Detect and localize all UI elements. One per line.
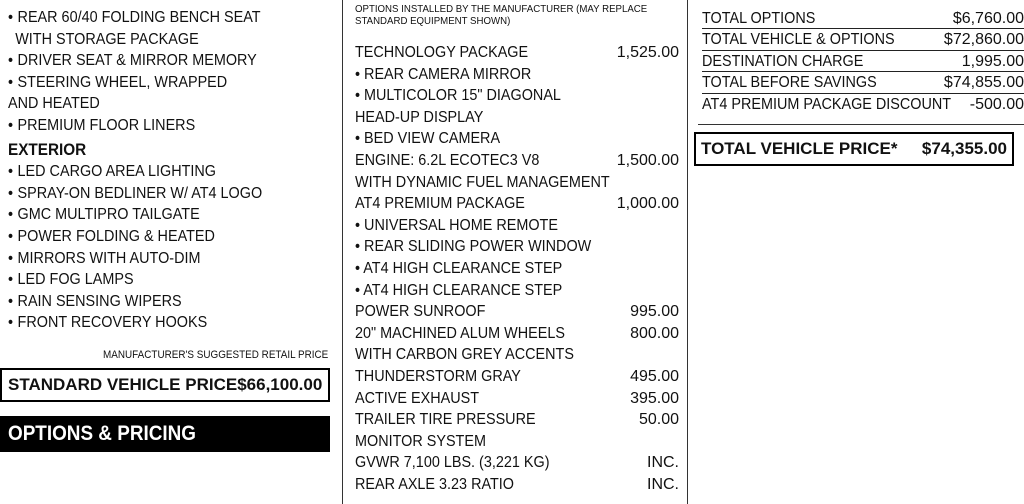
option-label: AT4 PREMIUM PACKAGE xyxy=(355,195,525,213)
options-column xyxy=(342,0,688,504)
totals-amount: $72,860.00 xyxy=(943,31,1024,49)
option-row xyxy=(355,344,679,366)
option-row xyxy=(355,107,679,129)
totals-row xyxy=(702,94,1024,115)
totals-label: TOTAL BEFORE SAVINGS xyxy=(702,74,877,92)
option-amount: 1,525.00 xyxy=(616,44,679,61)
option-label: MONITOR SYSTEM xyxy=(355,432,486,450)
list-item: • DRIVER SEAT & MIRROR MEMORY xyxy=(8,50,262,72)
option-row xyxy=(355,474,679,496)
option-row xyxy=(355,236,679,258)
totals-amount: $6,760.00 xyxy=(952,10,1024,27)
list-item: WITH STORAGE PACKAGE xyxy=(15,30,199,48)
totals-label: TOTAL VEHICLE & OPTIONS xyxy=(702,31,895,49)
option-label: REAR AXLE 3.23 RATIO xyxy=(355,475,515,493)
option-row xyxy=(355,301,679,323)
options-list xyxy=(355,42,679,495)
divider xyxy=(698,124,1024,125)
option-row xyxy=(355,258,679,280)
totals-amount: $74,855.00 xyxy=(943,74,1024,92)
list-item: • MIRRORS WITH AUTO-DIM xyxy=(8,248,262,270)
option-row xyxy=(355,193,679,215)
standard-price-box xyxy=(0,368,330,402)
option-label: THUNDERSTORM GRAY xyxy=(355,367,521,385)
option-row xyxy=(355,280,679,302)
option-row xyxy=(355,409,679,431)
options-header-line: OPTIONS INSTALLED BY THE MANUFACTURER (MAY REPLACE xyxy=(355,3,648,15)
option-label: ENGINE: 6.2L ECOTEC3 V8 xyxy=(355,151,540,169)
option-amount: 395.00 xyxy=(630,389,679,407)
option-amount: 495.00 xyxy=(630,367,679,385)
option-row xyxy=(355,64,679,86)
standard-price-value: $66,100.00 xyxy=(237,375,323,394)
option-row xyxy=(355,42,679,64)
option-label: POWER SUNROOF xyxy=(355,303,486,321)
options-heading: OPTIONS & PRICING xyxy=(8,422,196,445)
list-item: • GMC MULTIPRO TAILGATE xyxy=(8,204,262,226)
options-header-line: STANDARD EQUIPMENT SHOWN) xyxy=(355,15,511,27)
option-row xyxy=(355,452,679,474)
option-label: TECHNOLOGY PACKAGE xyxy=(355,44,529,61)
option-amount: 1,500.00 xyxy=(616,151,679,169)
list-item: • PREMIUM FLOOR LINERS xyxy=(8,115,262,137)
totals-label: AT4 PREMIUM PACKAGE DISCOUNT xyxy=(702,95,952,113)
total-price-label: TOTAL VEHICLE PRICE* xyxy=(701,139,898,158)
list-item: • POWER FOLDING & HEATED xyxy=(8,226,262,248)
list-item: • STEERING WHEEL, WRAPPED xyxy=(8,72,262,94)
list-item: • REAR 60/40 FOLDING BENCH SEAT xyxy=(8,7,262,29)
totals-row xyxy=(702,72,1024,93)
option-label: WITH DYNAMIC FUEL MANAGEMENT xyxy=(355,173,610,191)
option-amount: 800.00 xyxy=(630,324,679,342)
totals-row xyxy=(702,51,1024,72)
option-row xyxy=(355,388,679,410)
option-amount: INC. xyxy=(647,454,679,472)
option-label: ACTIVE EXHAUST xyxy=(355,389,480,407)
list-item: • FRONT RECOVERY HOOKS xyxy=(8,312,262,334)
option-amount: 50.00 xyxy=(638,411,679,429)
total-price-value: $74,355.00 xyxy=(921,139,1007,158)
options-heading-bar xyxy=(0,416,330,452)
totals-row xyxy=(702,8,1024,29)
option-row xyxy=(355,128,679,150)
options-header xyxy=(355,3,647,27)
option-label: • MULTICOLOR 15" DIAGONAL xyxy=(355,87,561,105)
total-price-box xyxy=(694,132,1014,166)
option-amount: 995.00 xyxy=(630,303,679,321)
option-label: 20" MACHINED ALUM WHEELS xyxy=(355,324,565,342)
option-label: TRAILER TIRE PRESSURE xyxy=(355,411,536,429)
option-row xyxy=(355,215,679,237)
option-label: • UNIVERSAL HOME REMOTE xyxy=(355,216,558,234)
standard-price-label: STANDARD VEHICLE PRICE xyxy=(8,375,238,394)
option-label: • AT4 HIGH CLEARANCE STEP xyxy=(355,259,563,277)
list-item: • LED FOG LAMPS xyxy=(8,269,262,291)
option-row xyxy=(355,85,679,107)
totals-amount: -500.00 xyxy=(969,95,1024,113)
option-amount: 1,000.00 xyxy=(616,195,679,213)
option-label: WITH CARBON GREY ACCENTS xyxy=(355,346,574,364)
list-item: • LED CARGO AREA LIGHTING xyxy=(8,161,262,183)
standard-equipment-list xyxy=(8,7,290,334)
msrp-note: MANUFACTURER'S SUGGESTED RETAIL PRICE xyxy=(102,349,328,361)
option-amount: INC. xyxy=(647,475,679,493)
option-row xyxy=(355,366,679,388)
totals-amount: 1,995.00 xyxy=(961,52,1024,70)
list-item: AND HEATED xyxy=(8,95,100,113)
totals-table xyxy=(702,8,1024,115)
exterior-heading: EXTERIOR xyxy=(8,139,87,159)
option-label: • REAR CAMERA MIRROR xyxy=(355,65,532,83)
option-row xyxy=(355,150,679,172)
option-label: • AT4 HIGH CLEARANCE STEP xyxy=(355,281,563,299)
standard-equipment-column xyxy=(0,0,336,504)
totals-column xyxy=(690,0,1024,504)
totals-label: DESTINATION CHARGE xyxy=(702,52,864,70)
option-label: • BED VIEW CAMERA xyxy=(355,130,501,148)
option-label: • REAR SLIDING POWER WINDOW xyxy=(355,238,592,256)
option-label: HEAD-UP DISPLAY xyxy=(355,108,484,126)
option-row xyxy=(355,323,679,345)
option-row xyxy=(355,172,679,194)
totals-row xyxy=(702,29,1024,50)
list-item: • RAIN SENSING WIPERS xyxy=(8,291,262,313)
option-row xyxy=(355,431,679,453)
list-item: • SPRAY-ON BEDLINER W/ AT4 LOGO xyxy=(8,183,262,205)
option-label: GVWR 7,100 LBS. (3,221 KG) xyxy=(355,454,550,472)
totals-label: TOTAL OPTIONS xyxy=(702,10,816,27)
